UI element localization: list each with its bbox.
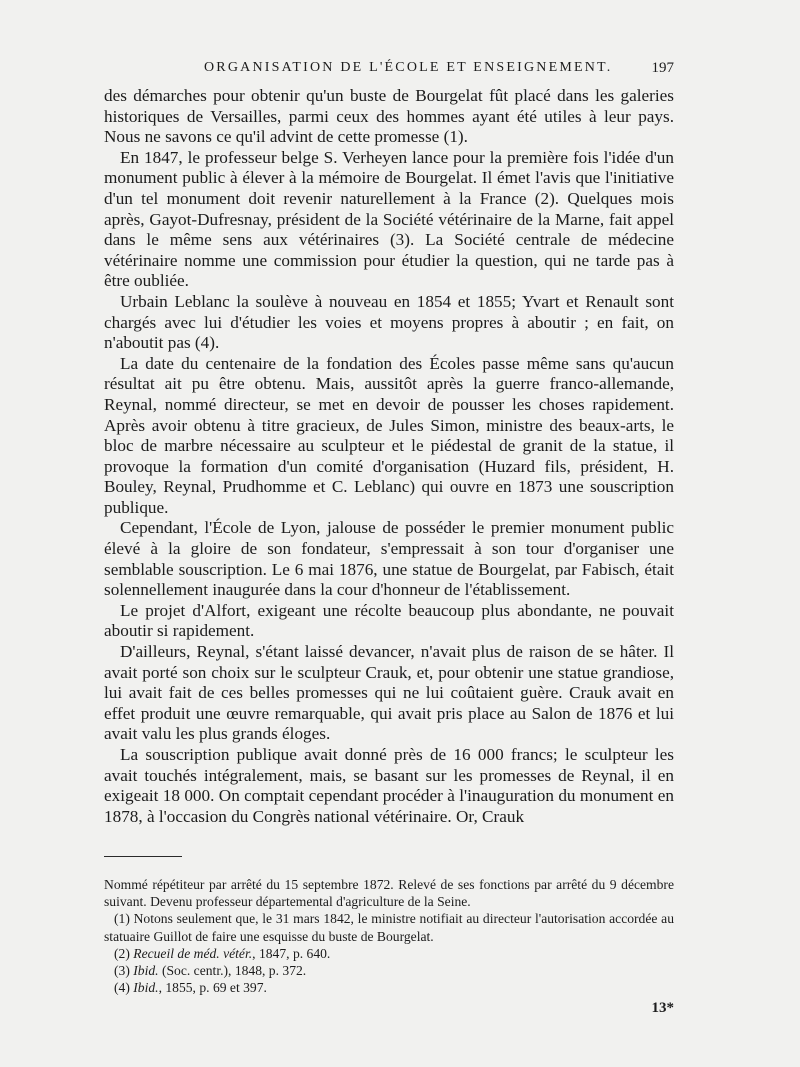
paragraph-6: Le projet d'Alfort, exigeant une récolte beaucoup plus abondante, ne pouvait aboutir si rapidement. — [104, 600, 674, 641]
footnote-3-rest: (Soc. centr.), 1848, p. 372. — [158, 963, 307, 979]
footnote-2-mark: (2) — [114, 945, 130, 961]
running-head — [104, 60, 674, 80]
footnote-rule — [104, 856, 182, 857]
footnote-2-rest: , 1847, p. 640. — [252, 945, 331, 961]
paragraph-4: La date du centenaire de la fondation des Écoles passe même sans qu'aucun résultat ait pu être obtenu. Mais, aussitôt après la guerre franco-allemande, Reynal, nommé directeur, se met en devoir de pousser les choses rapidement. Après avoir obtenu à titre gracieux, de Jules Simon, ministre des beaux-arts, le bloc de marbre nécessaire au sculpteur et le piédestal de granit de la statue, il provoque la formation d'un comité d'organisation (Huzard fils, président, H. Bouley, Reynal, Prudhomme et C. Leblanc) qui ouvre en 1873 une souscription publique. — [104, 353, 674, 517]
footnote-4-rest: , 1855, p. 69 et 397. — [158, 980, 267, 996]
footnote-3-mark: (3) — [114, 963, 130, 979]
running-title: ORGANISATION DE L'ÉCOLE ET ENSEIGNEMENT. — [204, 60, 613, 75]
footnote-3 — [104, 962, 674, 979]
paragraph-1: des démarches pour obtenir qu'un buste de Bourgelat fût placé dans les galeries historiques de Versailles, parmi ceux des hommes ayant été utiles à leur pays. Nous ne savons ce qu'il advint de cette promesse (1). — [104, 86, 674, 147]
footnote-3-source: Ibid. — [133, 963, 159, 979]
footnotes — [104, 876, 674, 996]
footnote-2-source: Recueil de méd. vétér. — [133, 945, 253, 961]
footnote-4-source: Ibid. — [133, 980, 159, 996]
footnote-2 — [104, 945, 674, 962]
page-number: 197 — [651, 60, 674, 76]
paragraph-5: Cependant, l'École de Lyon, jalouse de posséder le premier monument public élevé à la gloire de son fondateur, s'empressait à son tour d'organiser une semblable souscription. Le 6 mai 1876, une statue de Bourgelat, par Fabisch, était solennellement inaugurée dans la cour d'honneur de l'établissement. — [104, 518, 674, 600]
footnote-4 — [104, 979, 674, 996]
footnote-4-mark: (4) — [114, 980, 130, 996]
paragraph-7: D'ailleurs, Reynal, s'étant laissé devancer, n'avait plus de raison de se hâter. Il avait porté son choix sur le sculpteur Crauk, et, pour obtenir une statue grandiose, lui avait fait de ces belles promesses qui ne lui coûtaient guère. Crauk avait en effet produit une œuvre remarquable, qui avait pris place au Salon de 1876 et lui avait valu les plus grands éloges. — [104, 642, 674, 744]
signature-mark: 13* — [651, 1000, 674, 1016]
paragraph-8: La souscription publique avait donné près de 16 000 francs; le sculpteur les avait touchés intégralement, mais, se basant sur les promesses de Reynal, il en exigeait 18 000. On comptait cependant procéder à l'inauguration du monument en 1878, à l'occasion du Congrès national vétérinaire. Or, Crauk — [104, 745, 674, 826]
footnote-1: (1) Notons seulement que, le 31 mars 1842, le ministre notifiait au directeur l'autorisation accordée au statuaire Guillot de faire une esquisse du buste de Bourgelat. — [104, 911, 674, 944]
footnote-carryover: Nommé répétiteur par arrêté du 15 septembre 1872. Relevé de ses fonctions par arrêté du 9 décembre suivant. Devenu professeur départemental d'agriculture de la Seine. — [104, 877, 674, 910]
paragraph-2: En 1847, le professeur belge S. Verheyen lance pour la première fois l'idée d'un monument public à élever à la mémoire de Bourgelat. Il émet l'avis que l'initiative d'un tel monument doit revenir naturellement à la France (2). Quelques mois après, Gayot-Dufresnay, président de la Société vétérinaire de la Marne, fait appel dans le même sens aux vétérinaires (3). La Société centrale de médecine vétérinaire nomme une commission pour étudier la question, qui ne tarde pas à être oubliée. — [104, 147, 674, 291]
body-text — [104, 86, 674, 827]
paragraph-3: Urbain Leblanc la soulève à nouveau en 1854 et 1855; Yvart et Renault sont chargés avec lui d'étudier les voies et moyens propres à aboutir ; en fait, on n'aboutit pas (4). — [104, 291, 674, 353]
